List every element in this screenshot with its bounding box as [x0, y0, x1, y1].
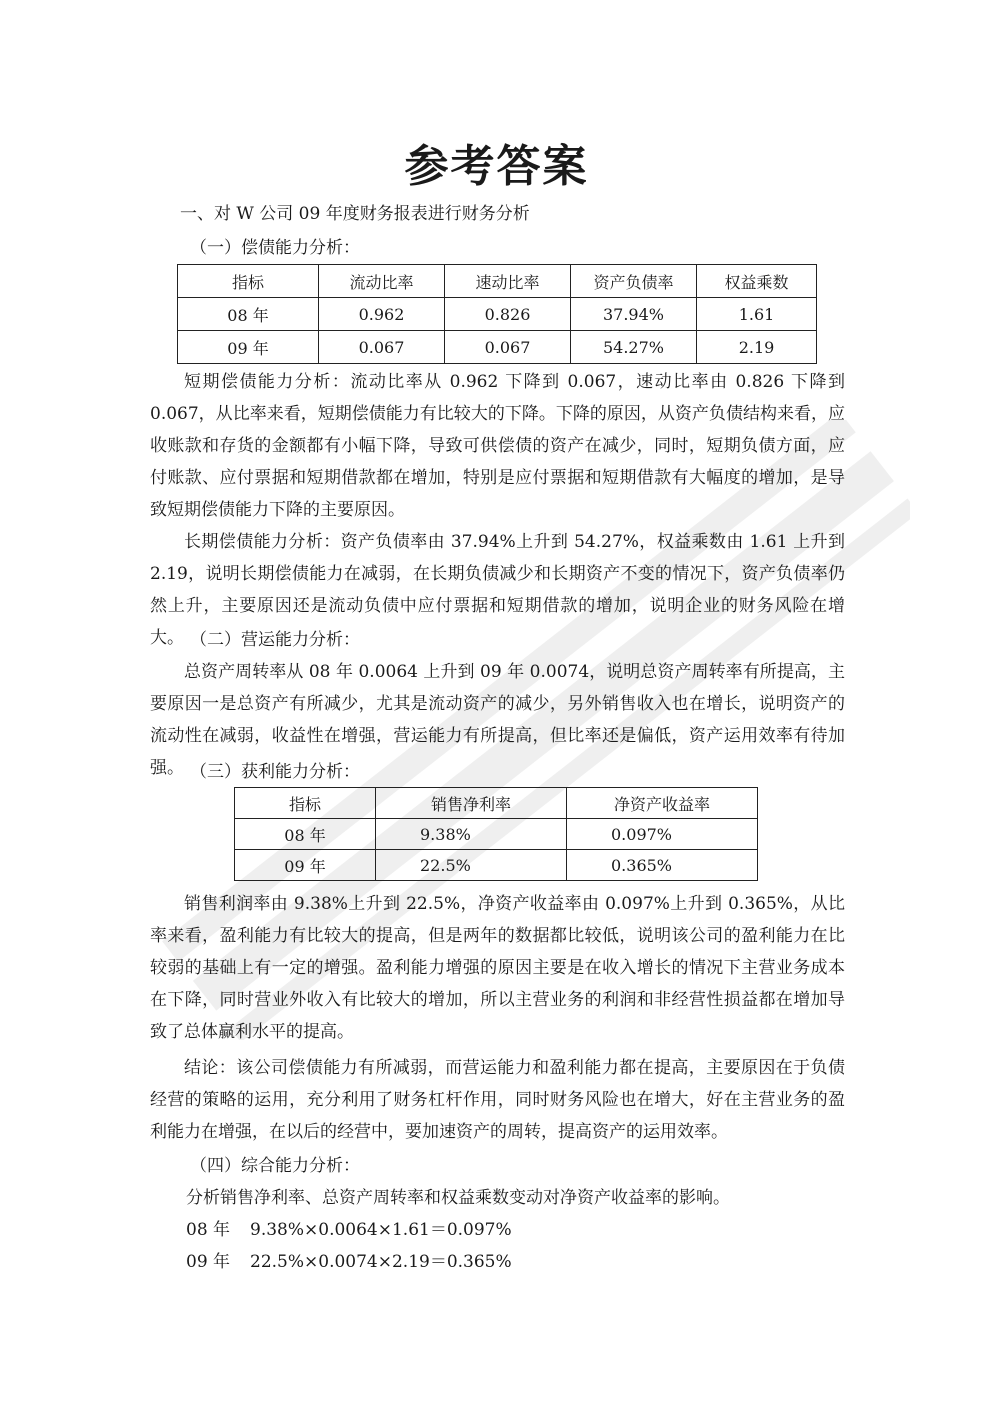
- table-row: [178, 298, 817, 331]
- table-header-row: [235, 788, 758, 819]
- table-cell: 0.067: [445, 331, 571, 364]
- table-cell: 2.19: [697, 331, 817, 364]
- long-term-debt-paragraph: 长期偿债能力分析：资产负债率由 37.94%上升到 54.27%，权益乘数由 1.61 上升到 2.19，说明长期偿债能力在减弱，在长期负债减少和长期资产不变的情况下，资产负债率仍然上升，主要原因还是流动负债中应付票据和短期借款的增加，说明企业的财务风险在增大。: [150, 532, 845, 648]
- table-cell: 0.826: [445, 298, 571, 331]
- table-cell: 0.962: [319, 298, 445, 331]
- table-header-cell: 速动比率: [445, 265, 571, 298]
- formula-row: [186, 1252, 512, 1272]
- formula-row: [186, 1220, 512, 1240]
- table-header-cell: 流动比率: [319, 265, 445, 298]
- subsection-heading-composite: （四）综合能力分析：: [190, 1156, 360, 1176]
- table-cell: 0.067: [319, 331, 445, 364]
- table-cell: 22.5%: [376, 850, 567, 881]
- table-header-cell: 净资产收益率: [567, 788, 758, 819]
- table-header-cell: 指标: [178, 265, 319, 298]
- formula-year: 09 年: [186, 1252, 231, 1272]
- subsection-heading-debt: （一）偿债能力分析：: [190, 238, 360, 258]
- table-header-row: [178, 265, 817, 298]
- debt-ratio-table: [177, 264, 817, 364]
- operating-paragraph: 总资产周转率从 08 年 0.0064 上升到 09 年 0.0074，说明总资产周转率有所提高，主要原因一是总资产有所减少，尤其是流动资产的减少，另外销售收入也在增长，说明资产的流动性在减弱，收益性在增强，营运能力有所提高，但比率还是偏低，资产运用效率有待加强。: [150, 662, 845, 778]
- table-row: [235, 819, 758, 850]
- table-cell: 0.365%: [567, 850, 758, 881]
- table-row: [235, 850, 758, 881]
- table-cell: 1.61: [697, 298, 817, 331]
- section-heading: 一、对 W 公司 09 年度财务报表进行财务分析: [180, 204, 530, 224]
- table-cell: 08 年: [178, 298, 319, 331]
- table-header-cell: 权益乘数: [697, 265, 817, 298]
- formula-year: 08 年: [186, 1220, 231, 1240]
- table-cell: 09 年: [178, 331, 319, 364]
- subsection-heading-profit: （三）获利能力分析：: [190, 762, 360, 782]
- page-title: 参考答案: [404, 141, 589, 192]
- table-cell: 54.27%: [571, 331, 697, 364]
- table-cell: 08 年: [235, 819, 376, 850]
- table-cell: 9.38%: [376, 819, 567, 850]
- table-header-cell: 资产负债率: [571, 265, 697, 298]
- formula-expression: 22.5%×0.0074×2.19＝0.365%: [250, 1252, 512, 1272]
- table-cell: 0.097%: [567, 819, 758, 850]
- table-header-cell: 销售净利率: [376, 788, 567, 819]
- table-cell: 37.94%: [571, 298, 697, 331]
- table-row: [178, 331, 817, 364]
- short-term-debt-paragraph: 短期偿债能力分析：流动比率从 0.962 下降到 0.067，速动比率由 0.826 下降到 0.067，从比率来看，短期偿债能力有比较大的下降。下降的原因，从资产负债结构来看，应收账款和存货的金额都有小幅下降，导致可供偿债的资产在减少，同时，短期负债方面，应付账款、应付票据和短期借款都在增加，特别是应付票据和短期借款有大幅度的增加，是导致短期偿债能力下降的主要原因。: [150, 372, 845, 520]
- formula-expression: 9.38%×0.0064×1.61＝0.097%: [250, 1220, 512, 1240]
- profit-ratio-table: [234, 787, 758, 881]
- table-header-cell: 指标: [235, 788, 376, 819]
- profit-paragraph: 销售利润率由 9.38%上升到 22.5%，净资产收益率由 0.097%上升到 0.365%，从比率来看，盈利能力有比较大的提高，但是两年的数据都比较低，说明该公司的盈利能力在比较弱的基础上有一定的增强。盈利能力增强的原因主要是在收入增长的情况下主营业务成本在下降，同时营业外收入有比较大的增加，所以主营业务的利润和非经营性损益都在增加导致了总体赢利水平的提高。: [150, 894, 845, 1042]
- table-cell: 09 年: [235, 850, 376, 881]
- composite-intro: 分析销售净利率、总资产周转率和权益乘数变动对净资产收益率的影响。: [186, 1188, 730, 1208]
- subsection-heading-operating: （二）营运能力分析：: [190, 630, 360, 650]
- conclusion-paragraph: 结论：该公司偿债能力有所减弱，而营运能力和盈利能力都在提高，主要原因在于负债经营的策略的运用，充分利用了财务杠杆作用，同时财务风险也在增大，好在主营业务的盈利能力在增强，在以后的经营中，要加速资产的周转，提高资产的运用效率。: [150, 1058, 845, 1142]
